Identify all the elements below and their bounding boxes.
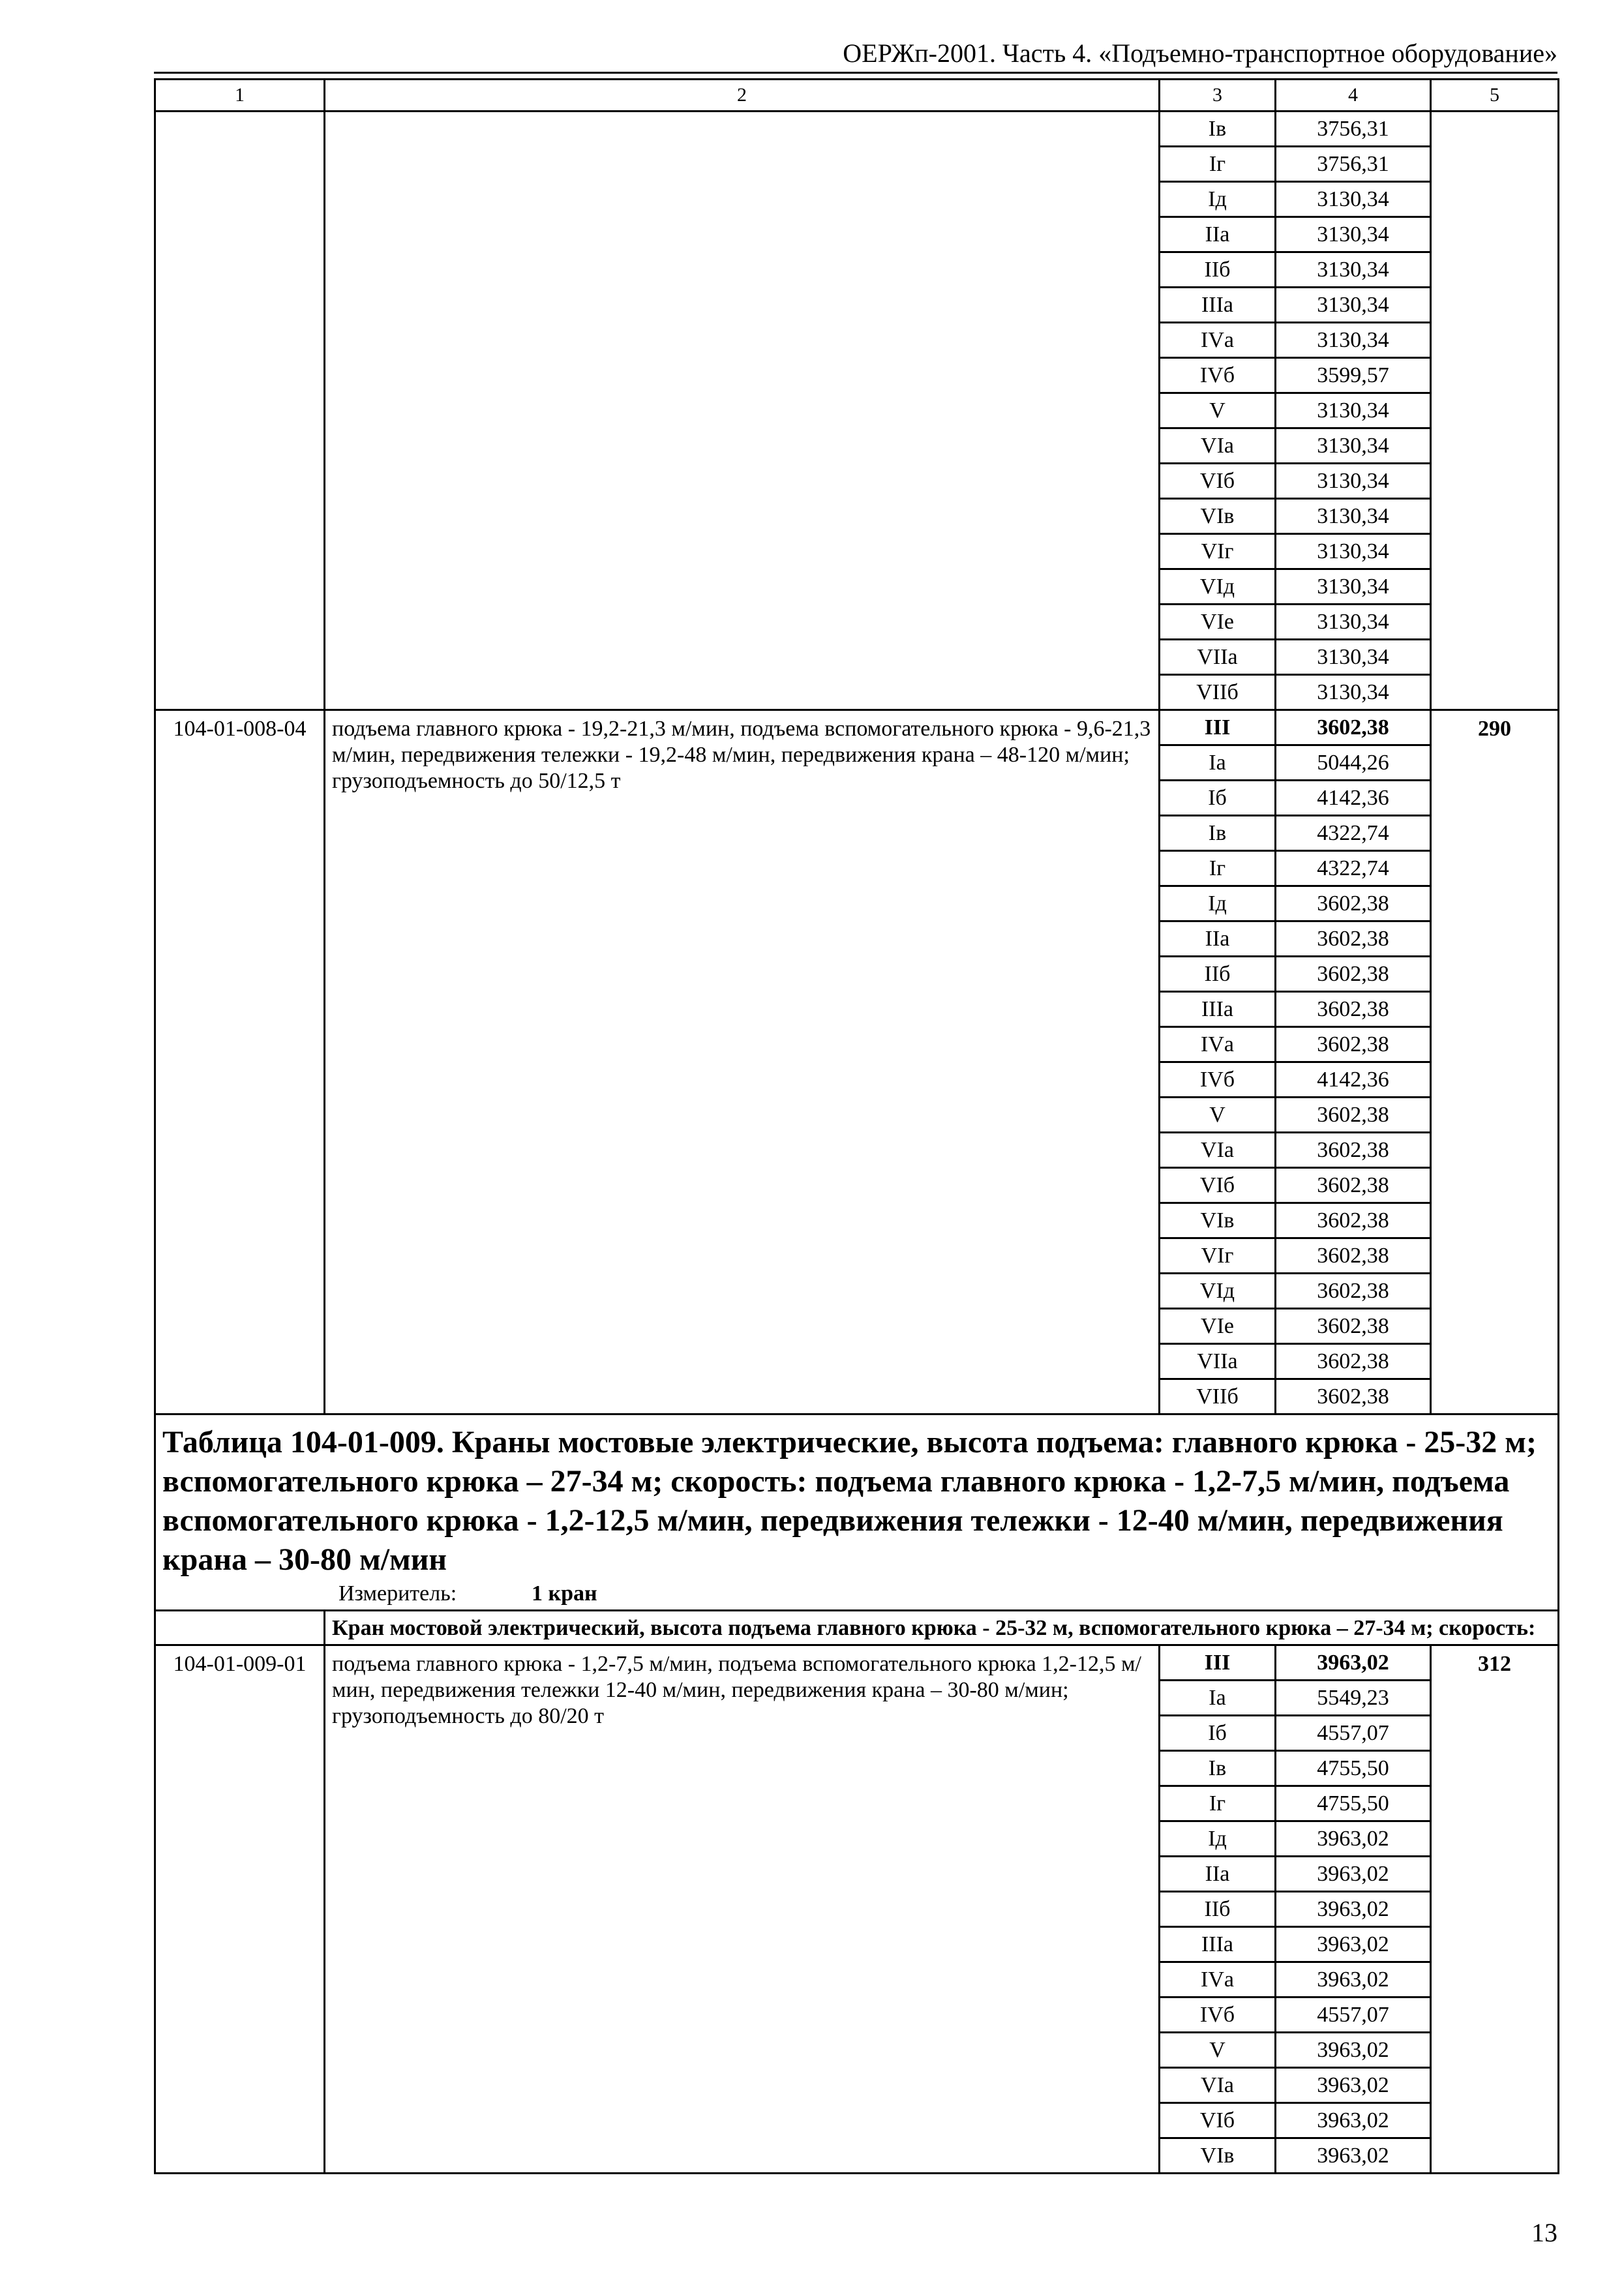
territory-class: IIб — [1160, 1892, 1276, 1927]
territory-class: IIб — [1160, 957, 1276, 992]
territory-class: III — [1160, 710, 1276, 745]
column-number-5: 5 — [1431, 80, 1559, 112]
territory-class: Iа — [1160, 1681, 1276, 1716]
territory-class: VIв — [1160, 499, 1276, 534]
price-value: 3130,34 — [1276, 569, 1431, 605]
territory-class: IVа — [1160, 1027, 1276, 1062]
price-value: 3602,38 — [1276, 1309, 1431, 1344]
territory-class: Iб — [1160, 1716, 1276, 1751]
price-value: 3963,02 — [1276, 1857, 1431, 1892]
territory-class: VIа — [1160, 2068, 1276, 2103]
table-title: Таблица 104-01-009. Краны мостовые электрические, высота подъема: главного крюка - 25-32 м; вспомогательного крюка – 27-34 м; скорость: подъема главного крюка - 1,2-7,5 м/мин, подъема вспомогательного крюка - 1,2-12,5 м/мин, передвижения тележки - 12-40 м/мин, передвижения крана – 30-80 м/мин — [162, 1425, 1537, 1577]
territory-class: VIв — [1160, 1203, 1276, 1238]
price-value: 3963,02 — [1276, 1821, 1431, 1857]
price-value: 3602,38 — [1276, 710, 1431, 745]
price-value: 3963,02 — [1276, 2138, 1431, 2174]
territory-class: Iв — [1160, 112, 1276, 147]
territory-class: VIг — [1160, 534, 1276, 569]
price-value: 3130,34 — [1276, 640, 1431, 675]
price-table-body — [155, 80, 1559, 2174]
territory-class: Iг — [1160, 851, 1276, 886]
price-value: 5044,26 — [1276, 745, 1431, 781]
territory-class: IVа — [1160, 323, 1276, 358]
price-value: 3130,34 — [1276, 534, 1431, 569]
table-title-cell — [155, 1414, 1559, 1611]
price-value: 3602,38 — [1276, 886, 1431, 921]
territory-class: VIв — [1160, 2138, 1276, 2174]
item-description: подъема главного крюка - 19,2-21,3 м/мин, подъема вспомогательного крюка - 9,6-21,3 м/мин, передвижения тележки - 19,2-48 м/мин, передвижения крана – 48-120 м/мин; грузоподъемность до 50/12,5 т — [325, 710, 1160, 1414]
header-rule — [154, 72, 1557, 74]
price-value: 3602,38 — [1276, 992, 1431, 1027]
price-value: 3130,34 — [1276, 675, 1431, 710]
price-value: 3130,34 — [1276, 323, 1431, 358]
price-value: 3602,38 — [1276, 921, 1431, 957]
table-row — [155, 1645, 1559, 1681]
subheading: Кран мостовой электрический, высота подъема главного крюка - 25-32 м, вспомогательного крюка – 27-34 м; скорость: — [325, 1611, 1559, 1645]
column-number-4: 4 — [1276, 80, 1431, 112]
labor-hours — [1431, 112, 1559, 710]
price-value: 3963,02 — [1276, 1927, 1431, 1962]
price-value: 3130,34 — [1276, 217, 1431, 252]
territory-class: VIIб — [1160, 675, 1276, 710]
price-value: 3602,38 — [1276, 1098, 1431, 1133]
territory-class: VIг — [1160, 1238, 1276, 1274]
price-value: 3130,34 — [1276, 252, 1431, 288]
item-code: 104-01-009-01 — [155, 1645, 325, 2174]
measure-label: Измеритель: — [338, 1581, 457, 1606]
price-value: 4322,74 — [1276, 851, 1431, 886]
price-value: 4557,07 — [1276, 1716, 1431, 1751]
territory-class: Iг — [1160, 147, 1276, 182]
territory-class: V — [1160, 2033, 1276, 2068]
price-value: 3130,34 — [1276, 393, 1431, 428]
price-value: 3963,02 — [1276, 1645, 1431, 1681]
price-value: 3963,02 — [1276, 1962, 1431, 1997]
territory-class: Iв — [1160, 816, 1276, 851]
territory-class: Iг — [1160, 1786, 1276, 1821]
price-value: 3602,38 — [1276, 1274, 1431, 1309]
price-value: 3602,38 — [1276, 1238, 1431, 1274]
price-value: 4142,36 — [1276, 1062, 1431, 1098]
labor-hours: 312 — [1431, 1645, 1559, 2174]
territory-class: VIа — [1160, 1133, 1276, 1168]
territory-class: V — [1160, 1098, 1276, 1133]
price-value: 3130,34 — [1276, 464, 1431, 499]
price-value: 3602,38 — [1276, 957, 1431, 992]
price-value: 3756,31 — [1276, 147, 1431, 182]
territory-class: IIа — [1160, 217, 1276, 252]
territory-class: III — [1160, 1645, 1276, 1681]
territory-class: IIа — [1160, 921, 1276, 957]
empty-cell — [155, 1611, 325, 1645]
territory-class: Iд — [1160, 886, 1276, 921]
price-value: 4557,07 — [1276, 1997, 1431, 2033]
item-code — [155, 112, 325, 710]
territory-class: IVб — [1160, 1997, 1276, 2033]
column-number-1: 1 — [155, 80, 325, 112]
price-value: 3130,34 — [1276, 605, 1431, 640]
price-value: 3602,38 — [1276, 1027, 1431, 1062]
price-value: 3130,34 — [1276, 499, 1431, 534]
territory-class: VIб — [1160, 464, 1276, 499]
price-value: 3130,34 — [1276, 428, 1431, 464]
table-row — [155, 710, 1559, 745]
territory-class: Iб — [1160, 781, 1276, 816]
item-code: 104-01-008-04 — [155, 710, 325, 1414]
price-value: 3963,02 — [1276, 2103, 1431, 2138]
territory-class: VIе — [1160, 1309, 1276, 1344]
labor-hours: 290 — [1431, 710, 1559, 1414]
price-value: 3963,02 — [1276, 2068, 1431, 2103]
territory-class: IVа — [1160, 1962, 1276, 1997]
measure-line — [338, 1579, 1551, 1609]
territory-class: VIб — [1160, 1168, 1276, 1203]
territory-class: VIIб — [1160, 1379, 1276, 1414]
territory-class: IIIа — [1160, 1927, 1276, 1962]
subheading-row — [155, 1611, 1559, 1645]
territory-class: VIд — [1160, 569, 1276, 605]
territory-class: VIIа — [1160, 640, 1276, 675]
price-value: 3602,38 — [1276, 1133, 1431, 1168]
item-description: подъема главного крюка - 1,2-7,5 м/мин, подъема вспомогательного крюка 1,2-12,5 м/мин, передвижения тележки 12-40 м/мин, передвижения крана – 30-80 м/мин; грузоподъемность до 80/20 т — [325, 1645, 1160, 2174]
measure-value: 1 кран — [532, 1581, 597, 1606]
running-header: ОЕРЖп-2001. Часть 4. «Подъемно-транспортное оборудование» — [843, 38, 1557, 68]
page-number: 13 — [1531, 2218, 1557, 2247]
table-row — [155, 112, 1559, 147]
territory-class: IVб — [1160, 1062, 1276, 1098]
price-table — [154, 78, 1559, 2174]
column-number-row — [155, 80, 1559, 112]
price-value: 3602,38 — [1276, 1344, 1431, 1379]
column-number-2: 2 — [325, 80, 1160, 112]
territory-class: IIIа — [1160, 288, 1276, 323]
territory-class: Iа — [1160, 745, 1276, 781]
territory-class: VIд — [1160, 1274, 1276, 1309]
territory-class: V — [1160, 393, 1276, 428]
price-value: 4322,74 — [1276, 816, 1431, 851]
territory-class: IIIа — [1160, 992, 1276, 1027]
price-value: 3130,34 — [1276, 288, 1431, 323]
territory-class: Iд — [1160, 182, 1276, 217]
territory-class: Iв — [1160, 1751, 1276, 1786]
price-value: 3963,02 — [1276, 2033, 1431, 2068]
territory-class: IIб — [1160, 252, 1276, 288]
territory-class: IVб — [1160, 358, 1276, 393]
price-value: 3602,38 — [1276, 1203, 1431, 1238]
price-value: 3602,38 — [1276, 1168, 1431, 1203]
price-value: 3602,38 — [1276, 1379, 1431, 1414]
table-title-row — [155, 1414, 1559, 1611]
price-value: 4142,36 — [1276, 781, 1431, 816]
column-number-3: 3 — [1160, 80, 1276, 112]
territory-class: Iд — [1160, 1821, 1276, 1857]
territory-class: VIа — [1160, 428, 1276, 464]
price-value: 3756,31 — [1276, 112, 1431, 147]
price-value: 4755,50 — [1276, 1786, 1431, 1821]
territory-class: IIа — [1160, 1857, 1276, 1892]
territory-class: VIб — [1160, 2103, 1276, 2138]
territory-class: VIIа — [1160, 1344, 1276, 1379]
item-description — [325, 112, 1160, 710]
price-value: 3963,02 — [1276, 1892, 1431, 1927]
territory-class: VIе — [1160, 605, 1276, 640]
price-value: 3599,57 — [1276, 358, 1431, 393]
price-value: 4755,50 — [1276, 1751, 1431, 1786]
price-value: 3130,34 — [1276, 182, 1431, 217]
price-value: 5549,23 — [1276, 1681, 1431, 1716]
